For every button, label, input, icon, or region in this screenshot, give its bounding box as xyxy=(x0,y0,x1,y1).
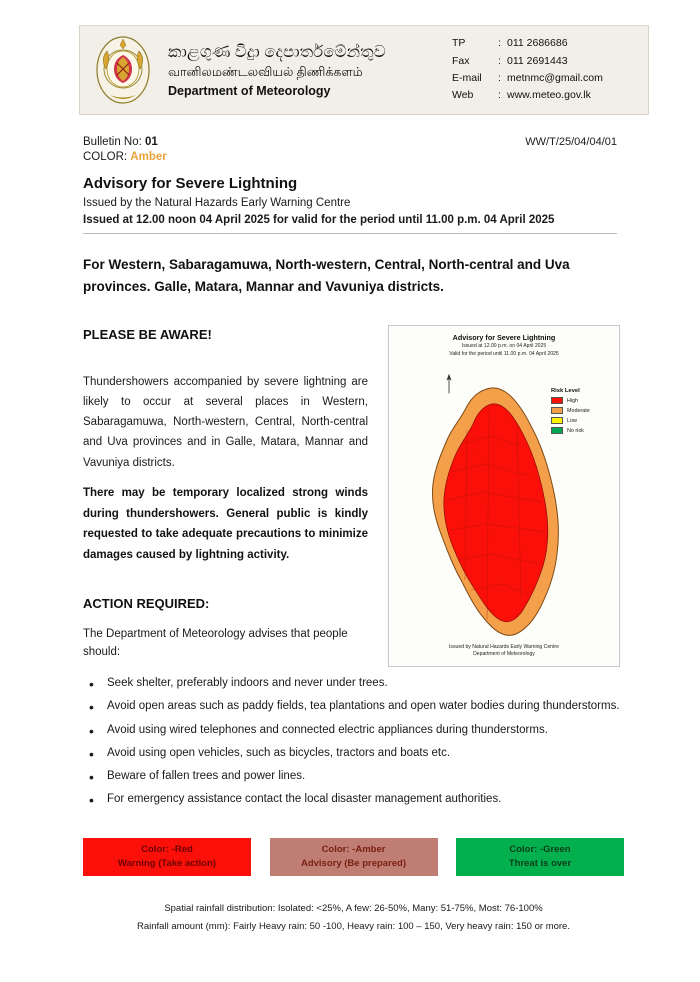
contact-web-value[interactable]: www.meteo.gov.lk xyxy=(507,89,591,102)
map-legend xyxy=(551,388,613,437)
legend-item xyxy=(551,407,613,414)
contact-label: Web xyxy=(452,89,474,102)
map-footer-line2: Department of Meteorology xyxy=(473,651,535,658)
map-subtitle-line2: Valid for the period until 11.00 p.m. 04 April 2025 xyxy=(449,351,559,358)
contact-value: 011 2686686 xyxy=(507,37,568,50)
contact-block xyxy=(452,35,648,104)
contact-email-value[interactable]: metnmc@gmail.com xyxy=(507,72,603,84)
contact-row xyxy=(452,53,642,70)
legend-item xyxy=(551,427,613,434)
color-key-green-line1: Color: -Green xyxy=(509,844,571,856)
color-key-red xyxy=(83,838,251,876)
contact-row xyxy=(452,70,642,87)
list-item: • For emergency assistance contact the local disaster management authorities. xyxy=(83,791,623,808)
affected-areas-statement: For Western, Sabaragamuwa, North-western, Central, North-central and Uva provinces. Galle, Matara, Mannar and Vavuniya districts. xyxy=(83,257,570,294)
divider xyxy=(83,233,617,234)
contact-row xyxy=(452,35,642,52)
bulletin-meta-row xyxy=(83,136,617,148)
sri-lanka-risk-choropleth xyxy=(421,384,571,646)
legend-label: No risk xyxy=(567,427,584,434)
action-required-heading: ACTION REQUIRED: xyxy=(83,596,210,611)
action-list xyxy=(83,675,623,815)
contact-separator: : xyxy=(498,54,501,67)
bulletin-color-line xyxy=(83,151,617,163)
org-name-sinhala: කාළගුණ විදුා දෙපාර්තමේන්තුව xyxy=(168,42,386,62)
footnotes xyxy=(83,900,624,935)
list-item: • Beware of fallen trees and power lines. xyxy=(83,768,623,785)
legend-swatch-norisk xyxy=(551,427,563,434)
map-footer xyxy=(389,644,619,659)
advisory-paragraph-2: There may be temporary localized strong winds during thundershowers. General public is kindly requested to take adequate precautions to minimize damages caused by lightning activity. xyxy=(83,487,368,562)
color-key-green-line2: Threat is over xyxy=(508,858,572,869)
page-title: Advisory for Severe Lightning xyxy=(83,175,298,192)
contact-value: 011 2691443 xyxy=(507,54,568,67)
color-key-bar xyxy=(83,838,624,876)
contact-separator: : xyxy=(498,72,501,84)
bulletin-meta xyxy=(83,136,617,163)
footnote-spatial-rainfall: Spatial rainfall distribution: Isolated: <25%, A few: 26-50%, Many: 51-75%, Most: 76-100% xyxy=(164,903,543,914)
legend-swatch-high xyxy=(551,397,563,404)
list-item: • Avoid open areas such as paddy fields, tea plantations and open water bodies during thunderstorms. xyxy=(83,698,623,715)
color-key-red-line2: Warning (Take action) xyxy=(117,858,217,869)
color-key-amber-line1: Color: -Amber xyxy=(321,844,386,856)
document-header xyxy=(79,25,649,115)
legend-swatch-moderate xyxy=(551,407,563,414)
color-key-amber xyxy=(270,838,438,876)
list-item: • Avoid using wired telephones and connected electric appliances during thunderstorms. xyxy=(83,722,623,739)
issued-by: Issued by the Natural Hazards Early Warning Centre xyxy=(83,197,351,209)
issued-at: Issued at 12.00 noon 04 April 2025 for valid for the period until 11.00 p.m. 04 April 2025 xyxy=(83,214,555,226)
map-title: Advisory for Severe Lightning xyxy=(452,333,556,342)
list-item: • Seek shelter, preferably indoors and never under trees. xyxy=(83,675,623,692)
footnote-rainfall-amount: Rainfall amount (mm): Fairly Heavy rain: 50 -100, Heavy rain: 100 – 150, Very heavy rain: 150 or more. xyxy=(137,920,570,932)
legend-swatch-low xyxy=(551,417,563,424)
sri-lanka-government-crest-icon xyxy=(92,33,154,107)
contact-separator: : xyxy=(498,89,501,102)
legend-label: Low xyxy=(567,417,577,424)
map-subtitle-line1: Issued at 12.00 p.m. on 04 April 2025 xyxy=(461,343,547,349)
bulletin-number-value: 01 xyxy=(145,136,158,148)
contact-label: TP xyxy=(452,37,466,50)
risk-map xyxy=(388,325,620,667)
legend-item xyxy=(551,397,613,404)
color-key-red-line1: Color: -Red xyxy=(141,844,193,856)
list-item: • Avoid using open vehicles, such as bicycles, tractors and boats etc. xyxy=(83,745,623,762)
contact-separator: : xyxy=(498,37,501,50)
contact-label: E-mail xyxy=(452,72,482,84)
be-aware-heading: PLEASE BE AWARE! xyxy=(83,327,212,342)
org-name-tamil: வானிலமண்டலவியல் திணிக்களம் xyxy=(168,64,363,79)
bulletin-color-label: COLOR: xyxy=(83,151,128,163)
legend-label: Moderate xyxy=(567,407,590,414)
action-required-lead: The Department of Meteorology advises that people should: xyxy=(83,628,348,659)
color-key-amber-line2: Advisory (Be prepared) xyxy=(300,858,407,869)
org-name-english: Department of Meteorology xyxy=(168,83,331,98)
map-footer-line1: Issued by Natural Hazards Early Warning Centre xyxy=(449,643,559,650)
legend-item xyxy=(551,417,613,424)
header-titles xyxy=(162,42,452,97)
legend-label: High xyxy=(567,397,579,404)
contact-label: Fax xyxy=(452,54,470,67)
svg-text:.: . xyxy=(475,453,476,457)
contact-row xyxy=(452,87,642,104)
bulletin-number xyxy=(83,136,158,148)
bulletin-number-label: Bulletin No: xyxy=(83,136,142,148)
legend-title: Risk Level xyxy=(551,388,580,394)
bulletin-reference: WW/T/25/04/04/01 xyxy=(525,136,617,148)
color-key-green xyxy=(456,838,624,876)
bulletin-color-value: Amber xyxy=(130,151,167,163)
advisory-paragraph-1: Thundershowers accompanied by severe lightning are likely to occur at several places in Western, Sabaragamuwa, North-western, Central, North-central and Uva provinces and in Galle, Matara, Mannar and Vavuniya districts. xyxy=(83,376,368,469)
